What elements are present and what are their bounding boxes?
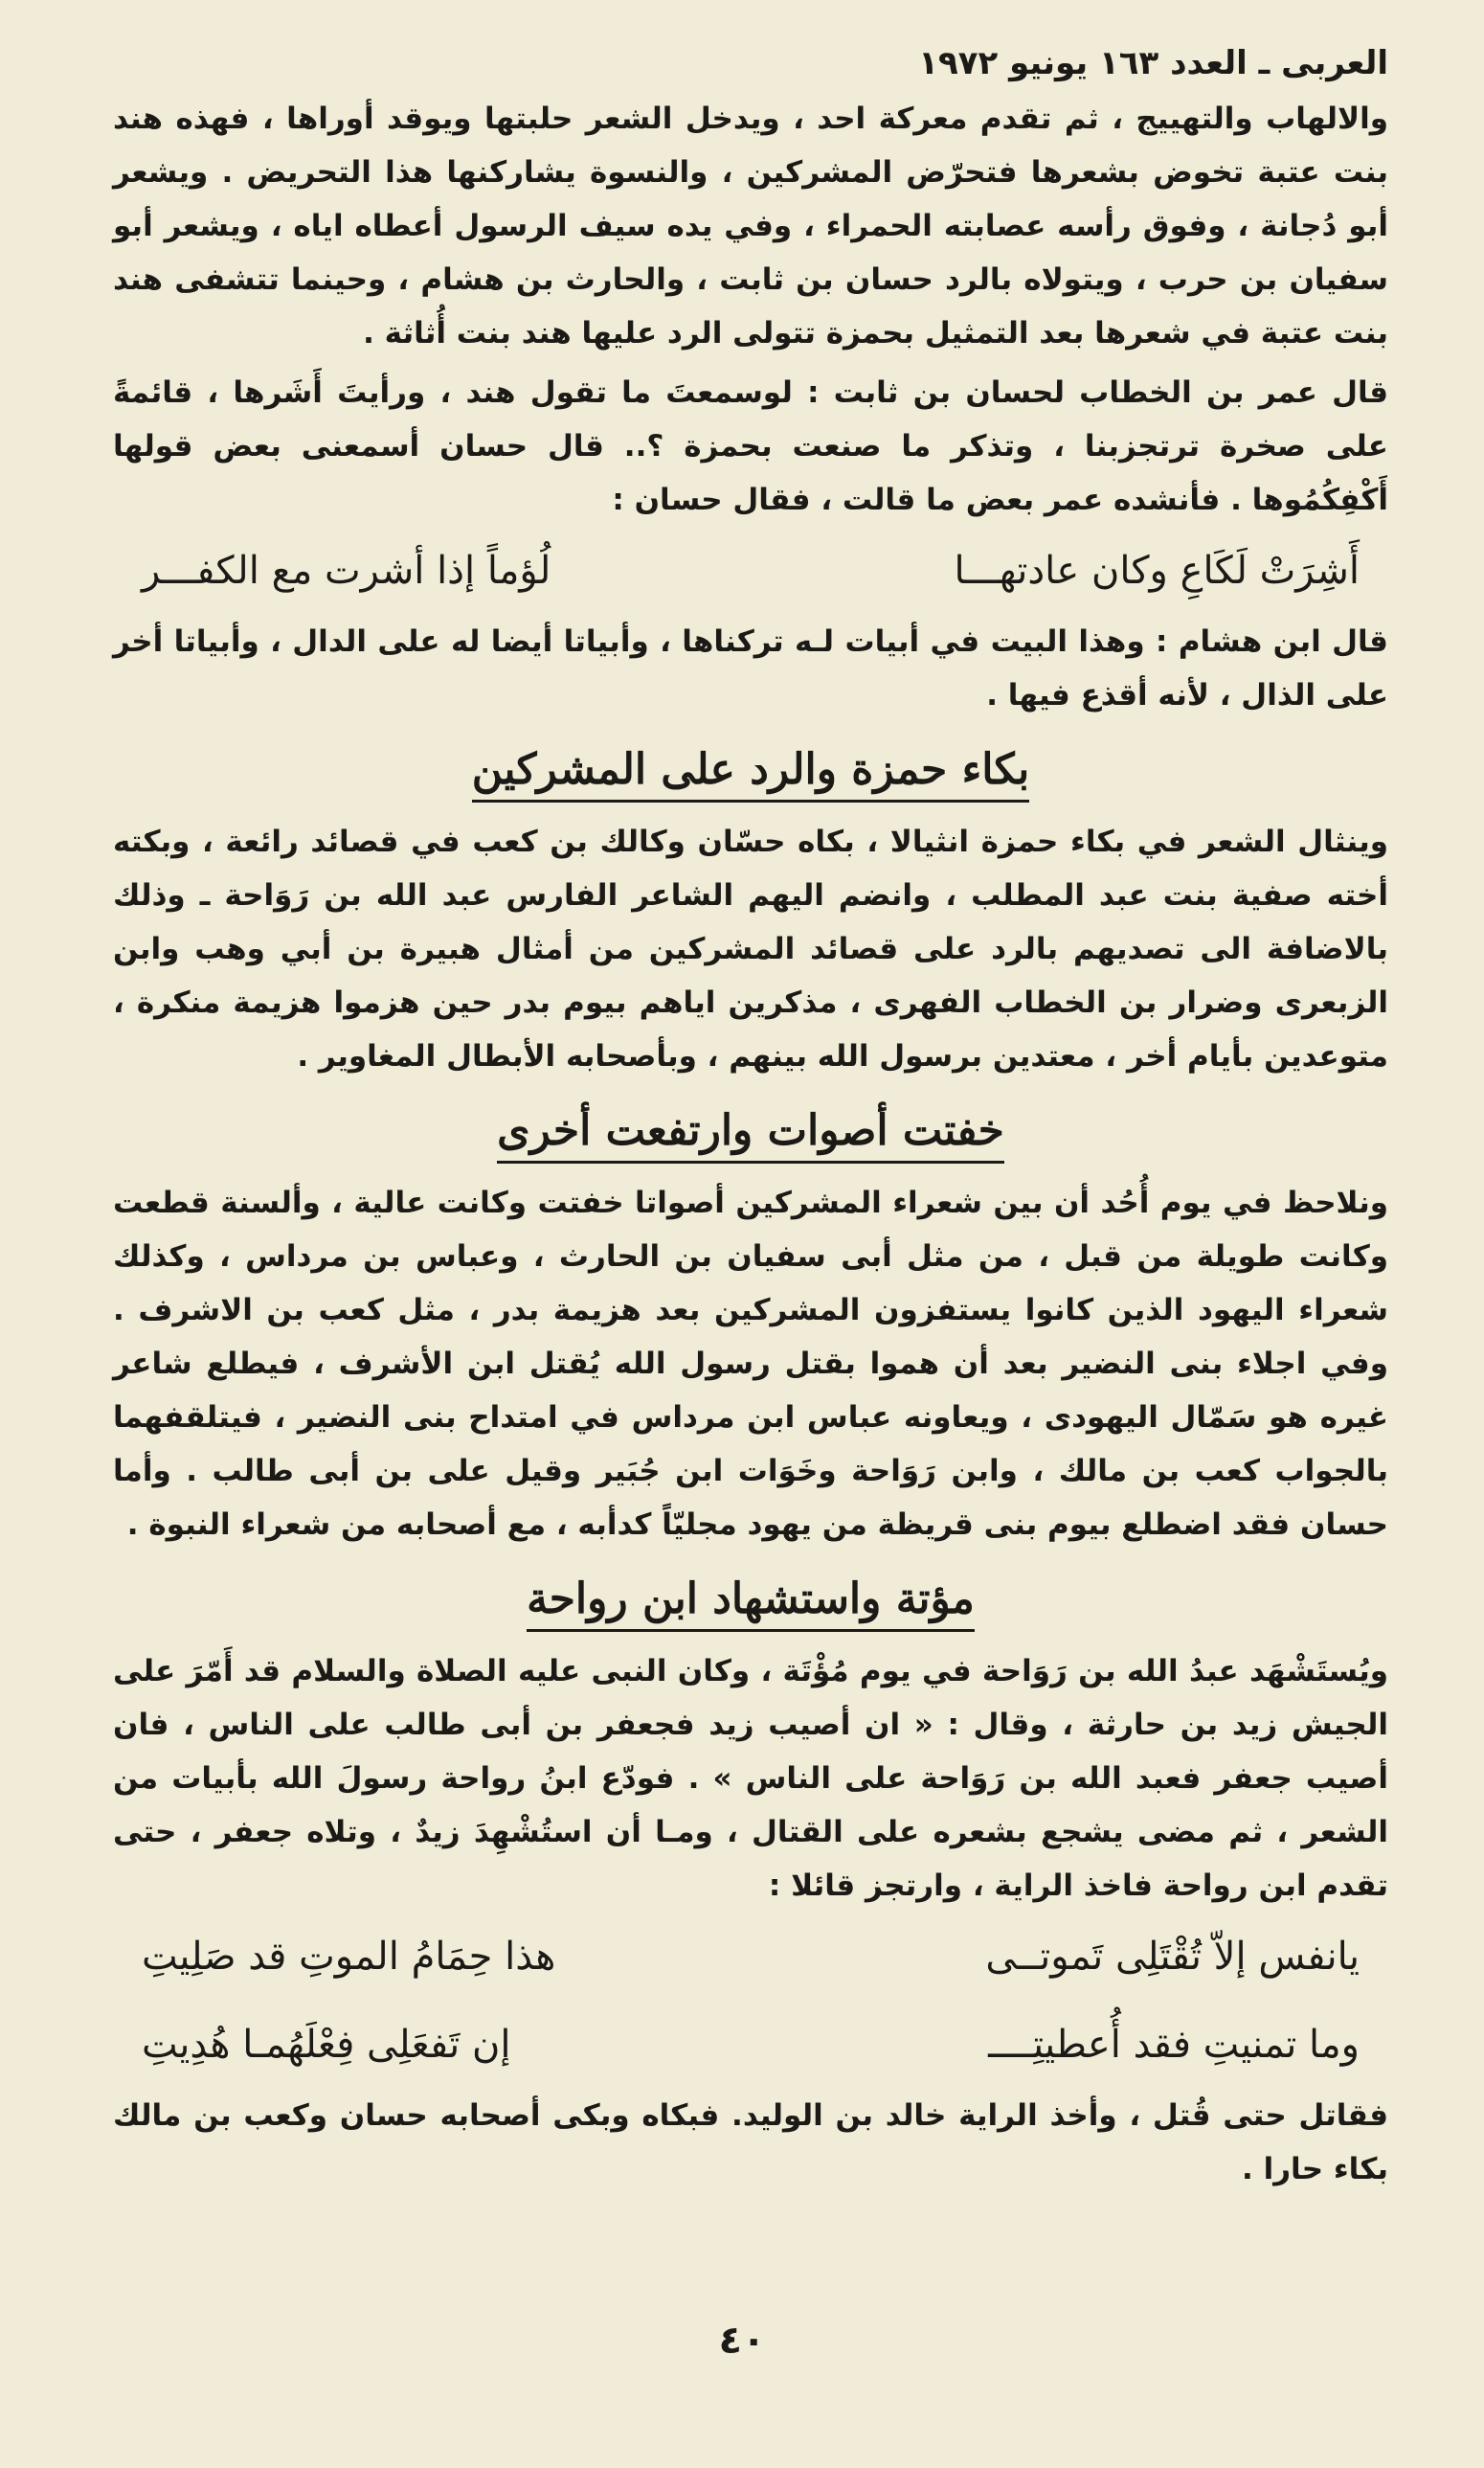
verse-hemistich-left: إن تَفعَلِى فِعْلَهُمـا هُدِيتِ [142, 2023, 511, 2067]
verse-hind [113, 527, 1388, 615]
verse-hemistich-right: وما تمنيتِ فقد أُعطيتِــــ [988, 2023, 1360, 2067]
verse-ibn-rawaha-1 [113, 1913, 1388, 2001]
section-heading-hamza: بكاء حمزة والرد على المشركين [113, 745, 1388, 794]
section-heading-mutah: مؤتة واستشهاد ابن رواحة [113, 1574, 1388, 1623]
intro-paragraph: والالهاب والتهييج ، ثم تقدم معركة احد ، ويدخل الشعر حلبتها ويوقد أوراها ، فهذه هند بنت عتبة تخوض بشعرها فتحرّض المشركين ، والنسوة يشاركنها هذا التحريض . ويشعر أبو دُجانة ، وفوق رأسه عصابته الحمراء ، وفي يده سيف الرسول أعطاه اياه ، ويشعر أبو سفيان بن حرب ، ويتولاه بالرد حسان بن ثابت ، والحارث بن هشام ، وحينما تتشفى هند بنت عتبة في شعرها بعد التمثيل بحمزة تتولى الرد عليها هند بنت أُثاثة . [113, 102, 1388, 351]
verse-hemistich-right: يانفس إلاّ تُقْتَلِى تَموتــى [985, 1935, 1360, 1979]
ibn-hisham-paragraph: قال ابن هشام : وهذا البيت في أبيات لـه تركناها ، وأبياتا أيضا له على الدال ، وأبياتا أخر على الذال ، لأنه أقذع فيها . [113, 624, 1388, 713]
page-number: ٤٠ [718, 2319, 766, 2363]
verse-hemistich-left: هذا حِمَامُ الموتِ قد صَلِيتِ [142, 1935, 556, 1979]
mutah-paragraph: ويُستَشْهَد عبدُ الله بن رَوَاحة في يوم مُؤْتَة ، وكان النبى عليه الصلاة والسلام قد أَمّرَ على الجيش زيد بن حارثة ، وقال : « ان أصيب زيد فجعفر بن أبى طالب على الناس ، فان أصيب جعفر فعبد الله بن رَوَاحة على الناس » . فودّع ابنُ رواحة رسولَ الله بأبيات من الشعر ، ثم مضى يشجع بشعره على القتال ، ومـا أن استُشْهِدَ زيدٌ ، وتلاه جعفر ، حتى تقدم ابن رواحة فاخذ الراية ، وارتجز قائلا : [113, 1654, 1388, 1903]
verse-ibn-rawaha-2 [113, 2001, 1388, 2089]
verse-hemistich-right: أَشِرَتْ لَكَاعِ وكان عادتهـــا [954, 549, 1360, 593]
umar-paragraph: قال عمر بن الخطاب لحسان بن ثابت : لوسمعتَ ما تقول هند ، ورأيتَ أَشَرها ، قائمةً على صخرة ترتجزبنا ، وتذكر ما صنعت بحمزة ؟.. قال حسان أسمعنى بعض قولها أَكْفِكُمُوها . فأنشده عمر بعض ما قالت ، فقال حسان : [113, 375, 1388, 517]
closing-paragraph: فقاتل حتى قُتل ، وأخذ الراية خالد بن الوليد. فبكاه وبكى أصحابه حسان وكعب بن مالك بكاء حارا . [113, 2098, 1388, 2186]
running-header: العربى ـ العدد ١٦٣ يونيو ١٩٧٢ [918, 44, 1388, 82]
section-heading-voices: خفتت أصوات وارتفعت أخرى [113, 1106, 1388, 1155]
verse-hemistich-left: لُؤماً إذا أشرت مع الكفـــر [142, 549, 551, 593]
voices-paragraph: ونلاحظ في يوم أُحُد أن بين شعراء المشركين أصواتا خفتت وكانت عالية ، وألسنة قطعت وكانت طويلة من قبل ، من مثل أبى سفيان بن الحارث ، وعباس بن مرداس ، وكذلك شعراء اليهود الذين كانوا يستفزون المشركين بعد هزيمة بدر ، مثل كعب بن الاشرف . وفي اجلاء بنى النضير بعد أن هموا بقتل رسول الله يُقتل ابن الأشرف ، فيطلع شاعر غيره هو سَمّال اليهودى ، ويعاونه عباس ابن مرداس في امتداح بنى النضير ، فيتلقفهما بالجواب كعب بن مالك ، وابن رَوَاحة وخَوَات ابن جُبَير وقيل على بن أبى طالب . وأما حسان فقد اضطلع بيوم بنى قريظة من يهود مجليّاً كدأبه ، مع أصحابه من شعراء النبوة . [113, 1186, 1388, 1542]
hamza-paragraph: وينثال الشعر في بكاء حمزة انثيالا ، بكاه حسّان وكالك بن كعب في قصائد رائعة ، وبكته أخته صفية بنت عبد المطلب ، وانضم اليهم الشاعر الفارس عبد الله بن رَوَاحة ـ وذلك بالاضافة الى تصديهم بالرد على قصائد المشركين من أمثال هبيرة بن أبي وهب وابن الزبعرى وضرار بن الخطاب الفهرى ، مذكرين اياهم بيوم بدر حين هزموا هزيمة منكرة ، متوعدين بأيام أخر ، معتدين برسول الله بينهم ، وبأصحابه الأبطال المغاوير . [113, 825, 1388, 1074]
